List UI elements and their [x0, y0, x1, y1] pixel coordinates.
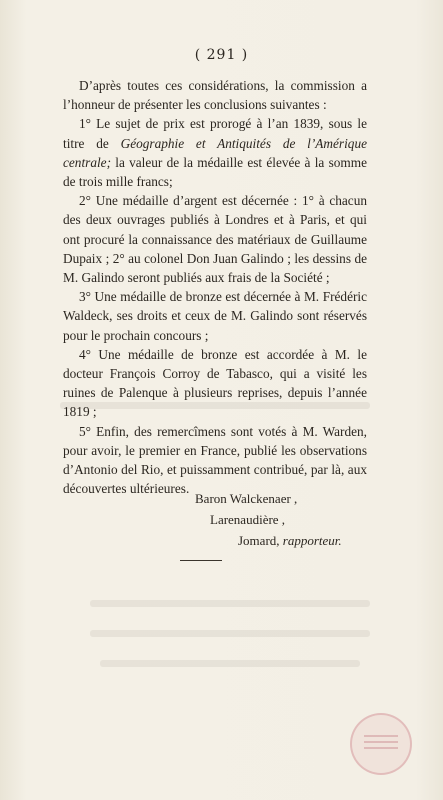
paragraph-5: 5° Enfin, des remercîmens sont votés à M. Warden, pour avoir, le premier en France, publié les observations d’Antonio del Rio, et puissamment contribué, par là, aux découvertes ultérieures.: [63, 423, 367, 497]
body-text: [63, 76, 367, 498]
paragraph-3: 3° Une médaille de bronze est décernée à M. Frédéric Waldeck, ses droits et ceux de M. Galindo sont réservés pour le prochain concours ;: [63, 289, 367, 343]
signature-jomard-role: rapporteur.: [282, 533, 342, 548]
paragraph-4: 4° Une médaille de bronze est accordée à M. le docteur François Corroy de Tabasco, qui a visité les ruines de Palenque à plusieurs reprises, depuis l’année 1819 ;: [63, 346, 367, 420]
signature-walckenaer: Baron Walckenaer ,: [195, 491, 298, 506]
signature-jomard-name: Jomard,: [238, 533, 283, 548]
paragraph-1-end: la valeur de la médaille est élevée à la somme de trois mille francs;: [63, 154, 367, 190]
bleed-through: [90, 600, 370, 607]
paragraph-2: 2° Une médaille d’argent est décernée : 1° à chacun des deux ouvrages publiés à Londres et à Paris, et qui ont procuré la connaissance des matériaux de Guillaume Dupaix ; 2° au colonel Don Juan Galindo ; les dessins de M. Galindo seront publiés aux frais de la Société ;: [63, 193, 367, 286]
bleed-through: [90, 630, 370, 637]
signature-larenaudiere: Larenaudière ,: [210, 512, 286, 527]
closing-rule: [180, 560, 222, 561]
paragraph-1-text: 1° Le sujet de prix est prorogé à l’an 1839, sous le titre de: [63, 116, 367, 151]
prize-title: Géographie et Antiquités de l’Amérique centrale;: [63, 135, 367, 170]
signature-jomard: [238, 533, 342, 549]
paragraph-1: [63, 114, 367, 191]
paragraph-intro: D’après toutes ces considérations, la commission a l’honneur de présenter les conclusions suivantes :: [63, 78, 367, 113]
library-stamp: [350, 713, 412, 775]
bleed-through: [100, 660, 360, 667]
page-number: ( 291 ): [194, 47, 249, 63]
